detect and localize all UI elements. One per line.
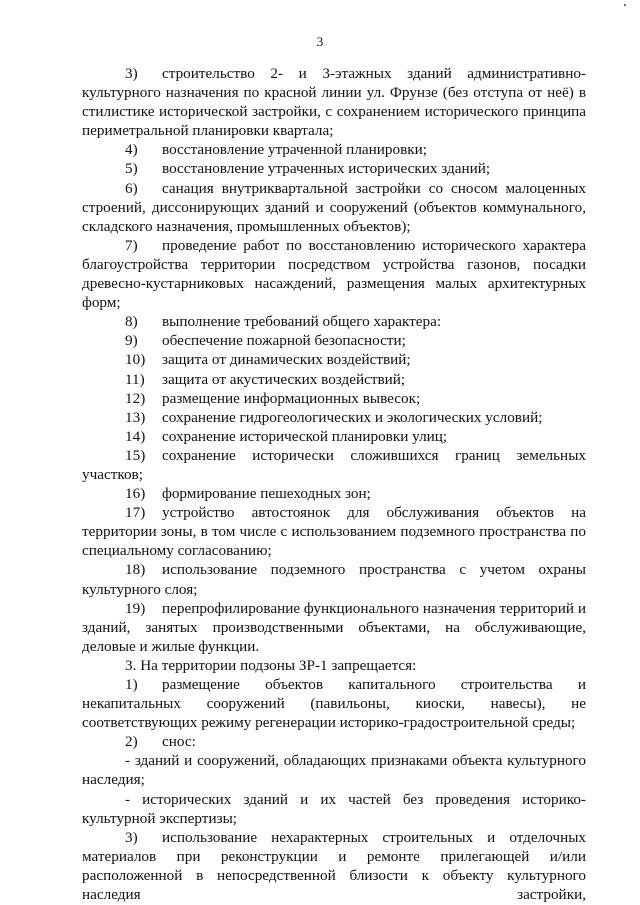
list-item: 17) устройство автостоянок для обслуживания объектов на территории зоны, в том числе с использованием подземного пространства по специальному согласованию;	[82, 504, 586, 560]
list-item: 18) использование подземного пространства с учетом охраны культурного слоя;	[82, 561, 586, 598]
list-item: 9) обеспечение пожарной безопасности;	[125, 332, 406, 350]
list-item: 14) сохранение исторической планировки улиц;	[125, 427, 448, 445]
list-item: 3) строительство 2- и 3-этажных зданий административно-культурного назначения по красной линии ул. Фрунзе (без отступа от неё) в стилистике исторической застройки, с сохранением исторического принципа периметральной планировки квартала;	[82, 65, 586, 140]
demolition-subitem: - зданий и сооружений, обладающих признаками объекта культурного наследия;	[82, 752, 586, 789]
list-item: 19) перепрофилирование функционального назначения территорий и зданий, занятых производственными объектами, на обслуживающие, деловые и жилые функции.	[82, 599, 586, 655]
page-number: 3	[316, 34, 324, 49]
prohibition-item: 1) размещение объектов капитального строительства и некапитальных сооружений (павильоны, киоски, навесы), не соответствующих режиму регенерации историко-градостроительной среды;	[82, 676, 586, 732]
list-item: 4) восстановление утраченной планировки;	[125, 141, 427, 159]
prohibition-item: 2) снос:	[125, 733, 196, 751]
list-item: 13) сохранение гидрогеологических и экологических условий;	[125, 408, 543, 426]
list-item: 12) размещение информационных вывесок;	[125, 389, 421, 407]
list-item: 6) санация внутриквартальной застройки со сносом малоценных строений, диссонирующих зданий и сооружений (объектов коммунального, складского назначения, промышленных объектов);	[82, 179, 586, 235]
prohibition-item: 3) использование нехарактерных строительных и отделочных материалов при реконструкции и ремонте прилегающей и/или расположенной в непосредственной близости к объекту культурного наследия застройки,	[82, 828, 586, 904]
section-heading: 3. На территории подзоны ЗР-1 запрещается:	[125, 656, 417, 674]
document-body	[82, 64, 586, 904]
list-item: 8) выполнение требований общего характера:	[125, 313, 442, 331]
list-item: 15) сохранение исторически сложившихся границ земельных участков;	[82, 446, 586, 483]
list-item: 16) формирование пешеходных зон;	[125, 485, 371, 503]
list-item: 7) проведение работ по восстановлению исторического характера благоустройства территории посредством устройства газонов, посадки древесно-кустарниковых насаждений, размещения малых архитектурных форм;	[82, 236, 586, 312]
list-item: 11) защита от акустических воздействий;	[125, 370, 406, 388]
demolition-subitem: - исторических зданий и их частей без проведения историко-культурной экспертизы;	[82, 790, 586, 827]
scan-speck	[624, 4, 626, 6]
list-item: 10) защита от динамических воздействий;	[125, 351, 411, 369]
list-item: 5) восстановление утраченных исторических зданий;	[125, 160, 491, 178]
